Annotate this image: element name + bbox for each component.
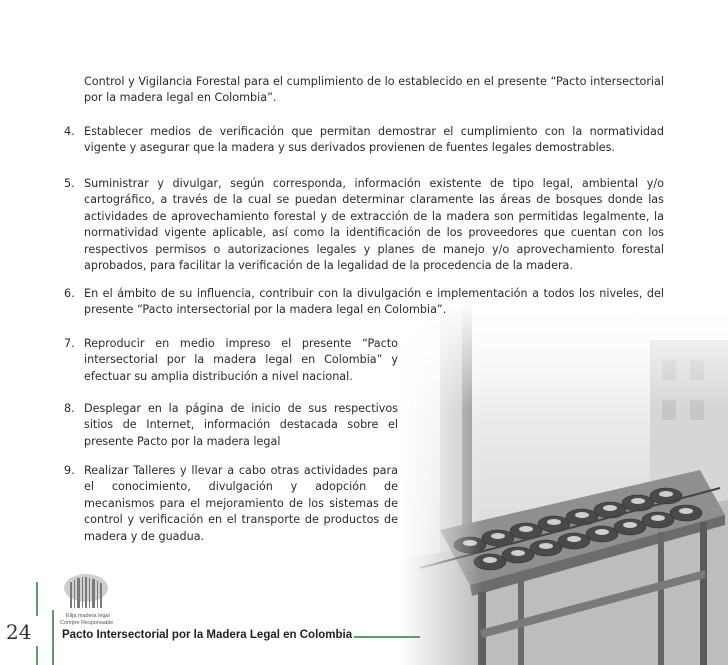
list-item-text: Desplegar en la página de inicio de sus respectivos sitios de Internet, información destacada sobre el presente Pacto por la madera legal bbox=[84, 402, 398, 448]
barcode-leaf-icon bbox=[58, 572, 120, 612]
list-item bbox=[64, 286, 664, 319]
page-number: 24 bbox=[6, 620, 32, 644]
footer-rule bbox=[354, 636, 420, 638]
list-item-number: 9. bbox=[64, 464, 75, 477]
list-item-text: Realizar Talleres y llevar a cabo otras actividades para el conocimiento, divulgación y adopción de mecanismos para el mejoramiento de los sistemas de control y verificación en el transporte de productos de madera y de guadua. bbox=[84, 464, 398, 543]
list-item-number: 8. bbox=[64, 402, 75, 415]
list-item-number: 6. bbox=[64, 287, 75, 300]
footer-divider-top bbox=[36, 582, 38, 616]
footer-title: Pacto Intersectorial por la Madera Legal en Colombia bbox=[62, 629, 353, 641]
footer-divider-inner bbox=[52, 610, 54, 665]
list-item-number: 5. bbox=[64, 177, 75, 190]
footer-divider-bottom bbox=[36, 646, 38, 665]
list-item-number: 4. bbox=[64, 125, 75, 138]
list-item-text: Establecer medios de verificación que permitan demostrar el cumplimiento con la normatividad vigente y asegurar que la madera y sus derivados provienen de fuentes legales demostrables. bbox=[84, 125, 664, 155]
list-item-text: Suministrar y divulgar, según corresponda, información existente de tipo legal, ambiental y/o cartográfico, a través de la cual se puedan determinar claramente las áreas de bosques donde las actividades de aprovechamiento forestal y de extracción de la madera son permitidas legalmente, la normatividad vigente aplicable, así como la identificación de los proveedores que cuentan con los respectivos permisos o autorizaciones legales y planes de manejo y/o aprovechamiento forestal aprobados, para facilitar la verificación de la legalidad de la procedencia de la madera. bbox=[84, 177, 664, 273]
list-item bbox=[64, 336, 398, 385]
list-item-text: Reproducir en medio impreso el presente “Pacto intersectorial por la madera legal en Colombia” y efectuar su amplia distribución a nivel nacional. bbox=[84, 337, 398, 383]
list-item bbox=[64, 176, 664, 274]
logo-line-1: Elija madera legal bbox=[66, 613, 110, 619]
intro-paragraph: Control y Vigilancia Forestal para el cumplimiento de lo establecido en el presente “Pacto intersectorial por la madera legal en Colombia”. bbox=[84, 75, 664, 105]
logo-line-2: Compre Responsable bbox=[60, 620, 114, 626]
list-item-number: 7. bbox=[64, 337, 75, 350]
list-item bbox=[64, 463, 398, 545]
list-item bbox=[64, 401, 398, 450]
madera-legal-logo bbox=[58, 572, 120, 628]
market-table-photo bbox=[400, 300, 728, 665]
list-item-text: En el ámbito de su influencia, contribuir con la divulgación e implementación a todos los niveles, del presente “Pacto intersectorial por la madera legal en Colombia”. bbox=[84, 287, 664, 317]
list-item bbox=[64, 124, 664, 157]
